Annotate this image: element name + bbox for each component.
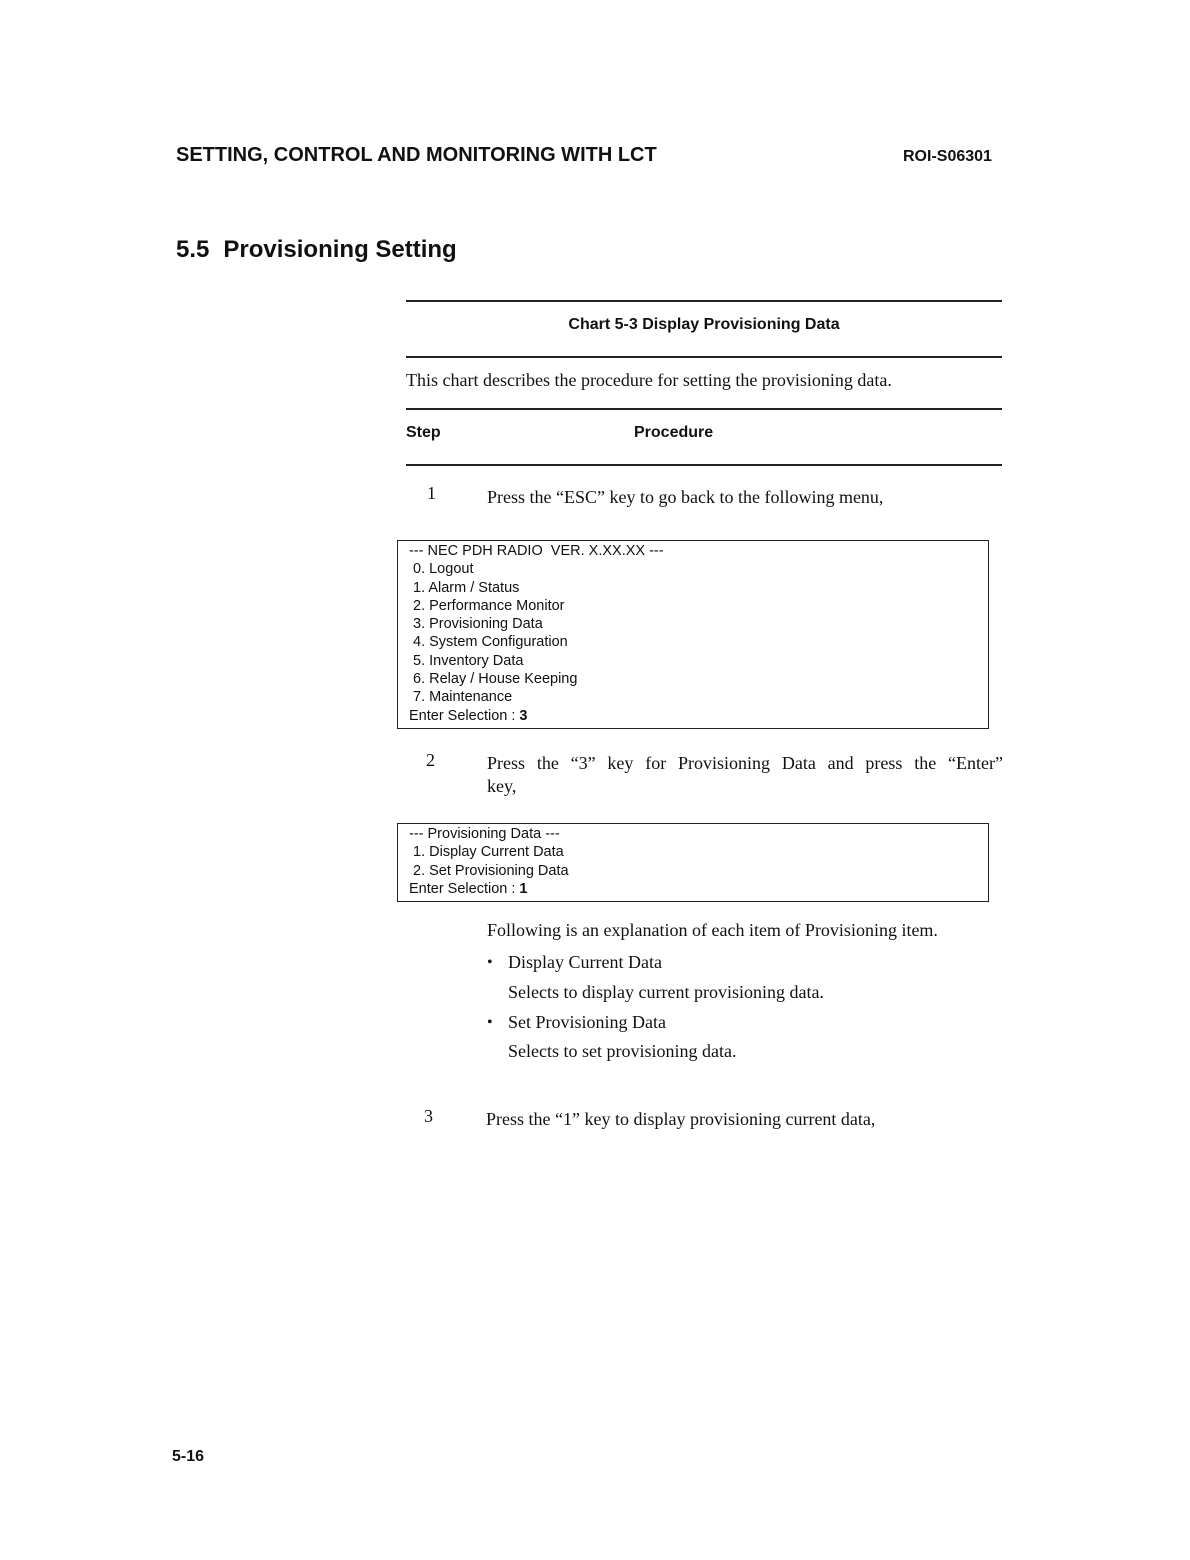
menu-item-set-provisioning-data: 2. Set Provisioning Data <box>413 862 569 879</box>
menu-item-relay-house-keeping: 6. Relay / House Keeping <box>413 671 578 688</box>
step-text-2 <box>487 752 1003 798</box>
menu-item-performance-monitor: 2. Performance Monitor <box>413 597 565 614</box>
menu-item-maintenance: 7. Maintenance <box>413 689 513 706</box>
step-text-3: Press the “1” key to display provisioning current data, <box>486 1109 876 1129</box>
menu-item-provisioning-data: 3. Provisioning Data <box>413 616 543 633</box>
step-number-1: 1 <box>427 483 436 503</box>
step-number-3: 3 <box>424 1106 433 1126</box>
main-menu-screen <box>397 540 989 729</box>
menu-item-display-current-data: 1. Display Current Data <box>413 844 564 861</box>
rule-top <box>406 300 1002 302</box>
prompt-label: Enter Selection : <box>409 707 520 724</box>
rule-above-columns <box>406 408 1002 410</box>
rule-below-title <box>406 356 1002 358</box>
bullet-name-set-provisioning-data: Set Provisioning Data <box>508 1012 666 1032</box>
section-number: 5.5 <box>176 236 210 263</box>
main-menu-prompt <box>409 707 988 725</box>
bullet-dot-icon: • <box>487 954 493 971</box>
menu-item-inventory-data: 5. Inventory Data <box>413 652 524 669</box>
step-text-2-line-1: Press the “3” key for Provisioning Data and press the “Enter” <box>487 753 1003 773</box>
bullet-dot-icon: • <box>487 1014 493 1031</box>
step-number-2: 2 <box>426 750 435 770</box>
explanation-intro: Following is an explanation of each item of Provisioning item. <box>487 920 938 940</box>
column-header-step: Step <box>406 424 441 441</box>
document-code: ROI-S06301 <box>903 148 992 165</box>
menu-item-logout: 0. Logout <box>413 561 474 578</box>
bullet-name-display-current-data: Display Current Data <box>508 952 662 972</box>
prov-menu-prompt <box>409 880 988 898</box>
menu-item-alarm-status: 1. Alarm / Status <box>413 579 520 596</box>
page-number: 5-16 <box>172 1448 205 1465</box>
section-heading <box>176 236 457 264</box>
chart-intro: This chart describes the procedure for setting the provisioning data. <box>406 370 892 390</box>
step-text-1: Press the “ESC” key to go back to the following menu, <box>487 487 884 507</box>
chart-title: Chart 5-3 Display Provisioning Data <box>568 316 840 333</box>
prompt-label: Enter Selection : <box>409 880 520 897</box>
prompt-selection: 1 <box>519 880 528 897</box>
bullet-desc-set-provisioning-data: Selects to set provisioning data. <box>508 1041 737 1061</box>
provisioning-menu-screen <box>397 823 989 902</box>
prov-menu-title: --- Provisioning Data --- <box>409 826 560 842</box>
bullet-desc-display-current-data: Selects to display current provisioning data. <box>508 982 824 1002</box>
step-text-2-line-2: key, <box>487 776 517 796</box>
main-menu-title: --- NEC PDH RADIO VER. X.XX.XX --- <box>409 543 664 559</box>
rule-below-columns <box>406 464 1002 466</box>
column-header-procedure: Procedure <box>634 424 714 441</box>
prompt-selection: 3 <box>519 707 528 724</box>
running-header-title: SETTING, CONTROL AND MONITORING WITH LCT <box>176 144 657 166</box>
menu-item-system-configuration: 4. System Configuration <box>413 634 568 651</box>
section-title: Provisioning Setting <box>223 236 457 263</box>
